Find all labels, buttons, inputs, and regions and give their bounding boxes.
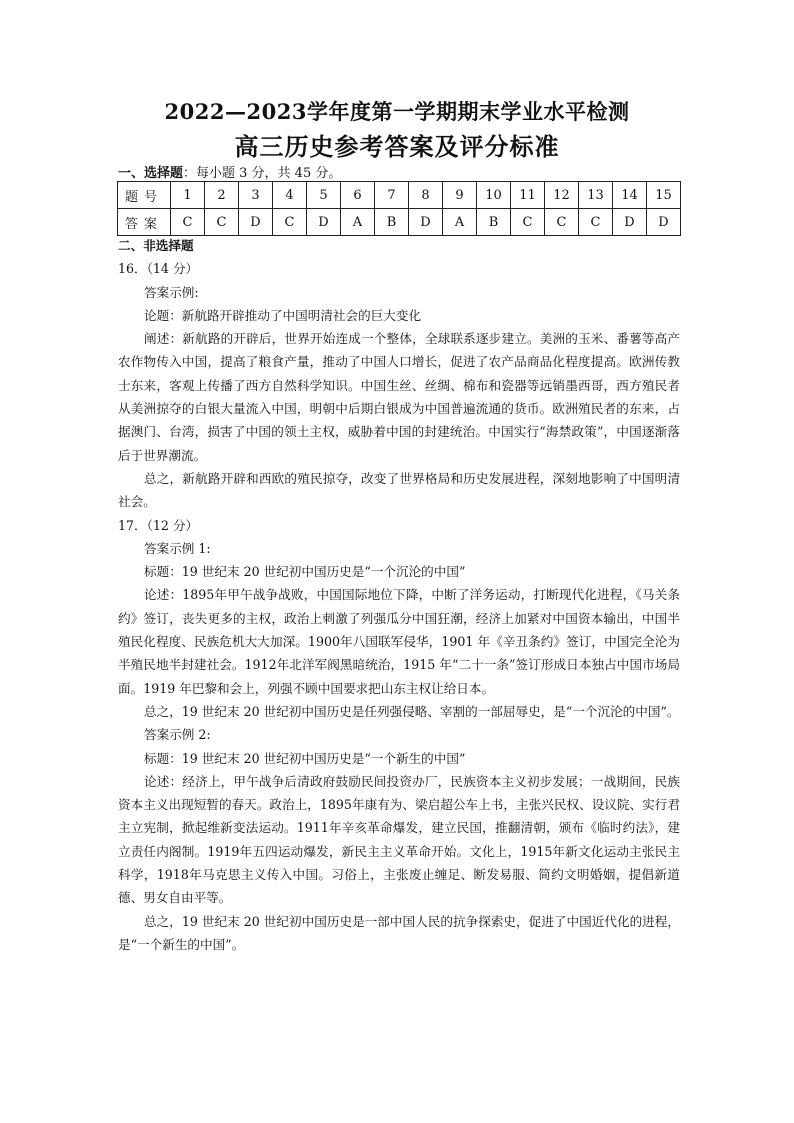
question-number: 10 — [477, 182, 511, 209]
answer-cell: C — [205, 209, 239, 236]
answer-table — [117, 181, 681, 236]
answer-cell: D — [239, 209, 273, 236]
q17-argument2: 论述：经济上，甲午战争后清政府鼓励民间投资办厂，民族资本主义初步发展；一战期间，民族资本主义出现短暂的春天。政治上，1895年康有为、梁启超公车上书，主张兴民权、设议院、实行君主立宪制，掀起维新变法运动。1911年辛亥革命爆发，建立民国，推翻清朝，颁布《临时约法》，建立责任内阁制。1919年五四运动爆发，新民主主义革命开始。文化上，1915年新文化运动主张民主科学，1918年马克思主义传入中国。习俗上，主张废止缠足、断发易服、简约文明婚姻，提倡新道德、男女自由平等。 — [118, 773, 680, 906]
row-label-answer: 答案 — [118, 209, 171, 236]
q17-title1: 标题：19 世纪末 20 世纪初中国历史是“一个沉沦的中国” — [144, 564, 466, 580]
question-number: 1 — [171, 182, 205, 209]
question-number: 12 — [545, 182, 579, 209]
answer-cell: B — [477, 209, 511, 236]
question-number: 15 — [647, 182, 681, 209]
question-number: 5 — [307, 182, 341, 209]
q17-heading: 17．（12 分） — [118, 517, 199, 533]
q16-conclusion: 总之，新航路开辟和西欧的殖民掠夺，改变了世界格局和历史发展进程，深刻地影响了中国明清社会。 — [118, 470, 680, 510]
answer-cell: C — [545, 209, 579, 236]
answer-cell: D — [647, 209, 681, 236]
q16-example-label: 答案示例: — [144, 284, 199, 300]
section1-label: 一、选择题 — [118, 166, 184, 181]
answer-cell: D — [613, 209, 647, 236]
answer-cell: A — [443, 209, 477, 236]
section1-heading — [118, 162, 341, 181]
q17-argument1: 论述：1895年甲午战争战败，中国国际地位下降，中断了洋务运动，打断现代化进程，《马关条约》签订，丧失更多的主权，政治上刺激了列强瓜分中国狂潮，经济上加紧对中国资本输出，中国半殖民化程度、民族危机大大加深。1900年八国联军侵华，1901 年《辛丑条约》签订，中国完全沦为半殖民地半封建社会。1912年北洋军阀黑暗统治，1915 年“二十一条”签订形成日本独占中国市场局面。1919 年巴黎和会上，列强不顾中国要求把山东主权让给日本。 — [118, 587, 680, 696]
q16-heading: 16．（14 分） — [118, 261, 199, 277]
row-label-number: 题号 — [118, 182, 171, 209]
answer-cell: D — [409, 209, 443, 236]
table-row-numbers — [118, 182, 681, 209]
q17-conclusion2: 总之，19 世纪末 20 世纪初中国历史是一部中国人民的抗争探索史，促进了中国近代化的进程，是“一个新生的中国”。 — [118, 913, 680, 952]
section2-heading: 二、非选择题 — [118, 238, 194, 253]
table-row-answers — [118, 209, 681, 236]
answer-cell: C — [511, 209, 545, 236]
question-number: 8 — [409, 182, 443, 209]
q17-title2: 标题：19 世纪末 20 世纪初中国历史是“一个新生的中国” — [144, 750, 466, 766]
page-subtitle: 高三历史参考答案及评分标准 — [234, 132, 560, 161]
q16-thesis: 论题：新航路开辟推动了中国明清社会的巨大变化 — [144, 307, 422, 323]
question-number: 2 — [205, 182, 239, 209]
q17-conclusion1: 总之，19 世纪末 20 世纪初中国历史是任列强侵略、宰割的一部屈辱史，是“一个沉沦的中国”。 — [144, 703, 680, 719]
question-number: 7 — [375, 182, 409, 209]
question-number: 11 — [511, 182, 545, 209]
question-number: 3 — [239, 182, 273, 209]
answer-cell: D — [307, 209, 341, 236]
question-number: 13 — [579, 182, 613, 209]
question-number: 9 — [443, 182, 477, 209]
q17-example1-label: 答案示例 1: — [144, 540, 211, 556]
section1-desc: ：每小题 3 分，共 45 分。 — [183, 166, 342, 181]
page-title: 2022—2023学年度第一学期期末学业水平检测 — [164, 99, 630, 124]
section2-body — [118, 234, 680, 956]
answer-cell: A — [341, 209, 375, 236]
question-number: 14 — [613, 182, 647, 209]
q17-example2-label: 答案示例 2: — [144, 727, 211, 743]
answer-cell: C — [579, 209, 613, 236]
answer-cell: C — [273, 209, 307, 236]
answer-cell: B — [375, 209, 409, 236]
question-number: 6 — [341, 182, 375, 209]
q16-argument: 阐述：新航路的开辟后，世界开始连成一个整体，全球联系逐步建立。美洲的玉米、番薯等高产农作物传入中国，提高了粮食产量，推动了中国人口增长，促进了农产品商品化程度提高。欧洲传教士东来，客观上传播了西方自然科学知识。中国生丝、丝绸、棉布和瓷器等远销墨西哥，西方殖民者从美洲掠夺的白银大量流入中国，明朝中后期白银成为中国普遍流通的货币。欧洲殖民者的东来，占据澳门、台湾，损害了中国的领土主权，威胁着中国的封建统治。中国实行“海禁政策”，中国逐渐落后于世界潮流。 — [118, 331, 680, 463]
answer-cell: C — [171, 209, 205, 236]
question-number: 4 — [273, 182, 307, 209]
